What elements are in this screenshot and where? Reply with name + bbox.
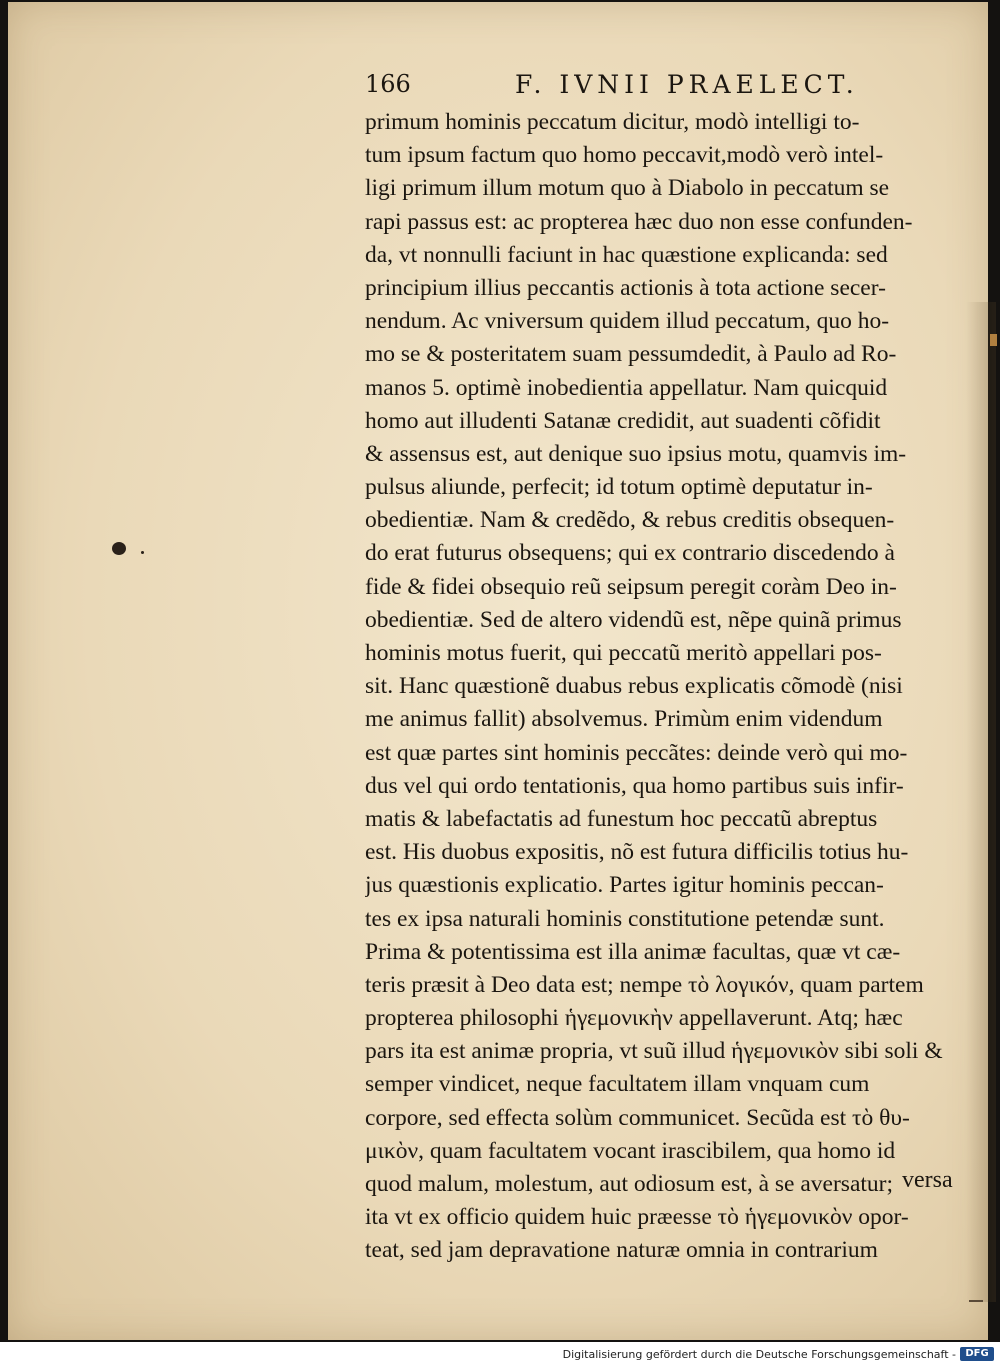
text-line: me animus fallit) absolvemus. Primùm enim videndum <box>365 706 883 733</box>
text-line: nendum. Ac vniversum quidem illud peccatum, quo ho- <box>365 308 890 335</box>
text-line: ligi primum illum motum quo à Diabolo in peccatum se <box>365 175 890 202</box>
text-line: homo aut illudenti Satanæ credidit, aut suadenti cõfidit <box>365 407 881 434</box>
text-line: sit. Hanc quæstionẽ duabus rebus explicatis cõmodè (nisi <box>365 673 903 700</box>
page-tick-mark <box>969 1300 983 1302</box>
text-line: primum hominis peccatum dicitur, modò intelligi to- <box>365 109 860 135</box>
dfg-logo-icon: DFG <box>960 1347 994 1361</box>
catchword: versa <box>902 1167 953 1193</box>
text-line: est. His duobus expositis, nõ est futura difficilis totius hu- <box>365 839 909 866</box>
text-line: do erat futurus obsequens; qui ex contrario discedendo à <box>365 540 895 567</box>
text-line: manos 5. optimè inobedientia appellatur. Nam quicquid <box>365 374 888 401</box>
running-head: F. IVNII PRAELECT. <box>515 70 859 99</box>
ink-blot <box>112 542 126 555</box>
page-edge-shadow <box>966 302 996 1302</box>
text-line: semper vindicet, neque facultatem illam vnquam cum <box>365 1071 870 1098</box>
text-line: da, vt nonnulli faciunt in hac quæstione explicanda: sed <box>365 241 888 268</box>
digitization-footer <box>0 1342 1000 1366</box>
text-line: fide & fidei obsequio reũ seipsum peregit coràm Deo in- <box>365 573 897 600</box>
page-number: 166 <box>365 70 411 98</box>
text-line: & assensus est, aut denique suo ipsius motu, quamvis im- <box>365 440 907 467</box>
text-line: propterea philosophi ἡγεμονικὴν appellaverunt. Atq; hæc <box>365 1005 903 1032</box>
text-line: obedientiæ. Sed de altero videndũ est, nẽpe quinã primus <box>365 606 902 633</box>
text-line: principium illius peccantis actionis à tota actione secer- <box>365 274 886 301</box>
footer-credit: Digitalisierung gefördert durch die Deutsche Forschungsgemeinschaft - <box>562 1348 956 1361</box>
text-line: hominis motus fuerit, qui peccatũ meritò appellari pos- <box>365 640 882 666</box>
text-line: ita vt ex officio quidem huic præesse τὸ ἡγεμονικὸν opor- <box>365 1204 909 1231</box>
text-line: rapi passus est: ac propterea hæc duo non esse confunden- <box>365 208 913 235</box>
body-text <box>365 106 963 1268</box>
text-line: dus vel qui ordo tentationis, qua homo partibus suis infir- <box>365 772 904 799</box>
margin-mark <box>990 334 997 346</box>
text-line: quod malum, molestum, aut odiosum est, à se aversatur; <box>365 1171 894 1197</box>
text-line: mo se & posteritatem suam pessumdedit, à Paulo ad Ro- <box>365 341 897 368</box>
text-line: est quæ partes sint hominis peccãtes: deinde verò qui mo- <box>365 739 908 766</box>
text-line: jus quæstionis explicatio. Partes igitur hominis peccan- <box>365 872 884 899</box>
text-line: matis & labefactatis ad funestum hoc peccatũ abreptus <box>365 805 878 832</box>
page-header <box>365 70 955 106</box>
text-line: obedientiæ. Nam & credẽdo, & rebus creditis obsequen- <box>365 507 895 534</box>
text-line: tum ipsum factum quo homo peccavit,modò verò intel- <box>365 142 884 169</box>
text-line: μικὸν, quam facultatem vocant irascibilem, qua homo id <box>365 1137 896 1164</box>
text-line: teris præsit à Deo data est; nempe τὸ λογικόν, quam partem <box>365 971 924 998</box>
text-line: pars ita est animæ propria, vt suũ illud ἡγεμονικὸν sibi soli & <box>365 1038 943 1065</box>
text-line: tes ex ipsa naturali hominis constitutione petendæ sunt. <box>365 905 885 932</box>
text-line: teat, sed jam depravatione naturæ omnia in contrarium <box>365 1237 878 1264</box>
ink-speck <box>141 551 144 554</box>
text-line: Prima & potentissima est illa animæ facultas, quæ vt cæ- <box>365 938 901 965</box>
text-line: corpore, sed effecta solùm communicet. Secũda est τὸ θυ- <box>365 1104 910 1131</box>
text-line: pulsus aliunde, perfecit; id totum optimè deputatur in- <box>365 474 873 501</box>
